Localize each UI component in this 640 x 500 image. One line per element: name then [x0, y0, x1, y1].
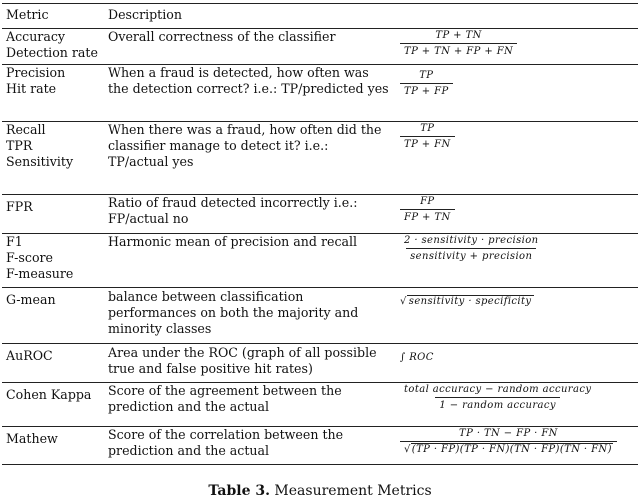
metric-cell: [2, 234, 104, 288]
description-cell: balance between classification performances on both the majority and minority classes: [108, 289, 359, 336]
formula-fraction: [400, 29, 517, 58]
formula-numerator: 2 · sensitivity · precision: [404, 235, 539, 246]
metric-cell: [2, 427, 104, 465]
header-formula: [396, 4, 638, 29]
metric-cell: [2, 383, 104, 427]
metric-cell: [2, 29, 104, 65]
table-header-row: [2, 4, 638, 29]
formula-numerator: TP · TN − FP · FN: [459, 428, 558, 439]
table-row: [2, 65, 638, 122]
caption-text: Measurement Metrics: [274, 483, 432, 499]
formula-cell: [396, 65, 638, 122]
formula-radicand: (TP · FP)(TP · FN)(TN · FP)(TN · FN): [411, 444, 612, 455]
metric-name: F1: [6, 234, 23, 249]
metric-name: TPR: [6, 138, 33, 153]
metric-name: F-score: [6, 250, 53, 265]
formula-cell: [396, 122, 638, 195]
metric-name: AuROC: [6, 348, 53, 363]
metric-cell: [2, 288, 104, 344]
table-row: [2, 427, 638, 465]
formula-denominator: TP + TN + FP + FN: [400, 43, 517, 58]
metric-cell: [2, 122, 104, 195]
formula-cell: [396, 383, 638, 427]
formula-denominator: √(TP · FP)(TP · FN)(TN · FP)(TN · FN): [400, 441, 617, 456]
metric-cell: [2, 344, 104, 383]
metric-name: F-measure: [6, 266, 74, 281]
formula-cell: [396, 29, 638, 65]
table-row: [2, 344, 638, 383]
formula-cell: [396, 234, 638, 288]
formula-numerator: TP: [420, 123, 435, 134]
caption-label: Table 3.: [208, 483, 270, 499]
description-cell: Overall correctness of the classifier: [108, 29, 336, 44]
metric-name: Cohen Kappa: [6, 387, 92, 402]
metric-name: Recall: [6, 122, 46, 137]
formula-fraction: [400, 195, 455, 224]
description-cell: When there was a fraud, how often did the classifier manage to detect it? i.e.: TP/actual yes: [108, 122, 382, 169]
formula-radicand: sensitivity · specificity: [408, 296, 532, 307]
formula-cell: [396, 344, 638, 383]
metric-cell: [2, 65, 104, 122]
formula-integral: ∫ ROC: [400, 352, 434, 363]
formula-denominator: TP + FN: [400, 136, 455, 151]
formula-cell: [396, 195, 638, 234]
formula-denominator: sensitivity + precision: [406, 248, 536, 263]
metrics-table: [2, 3, 638, 465]
formula-cell: [396, 427, 638, 465]
formula-denominator: 1 − random accuracy: [435, 397, 560, 412]
formula-numerator: TP: [419, 70, 434, 81]
metric-name: Precision: [6, 65, 66, 80]
metric-name: Detection rate: [6, 45, 98, 60]
header-description: Description: [104, 4, 396, 29]
metric-name: Mathew: [6, 431, 58, 446]
formula-denominator: TP + FP: [400, 83, 453, 98]
formula-fraction: [400, 427, 617, 456]
formula-fraction: [400, 383, 595, 412]
formula-sqrt: √ sensitivity · specificity: [400, 296, 532, 307]
table-row: [2, 29, 638, 65]
metric-name: FPR: [6, 199, 33, 214]
formula-fraction: [400, 69, 453, 98]
formula-numerator: TP + TN: [435, 30, 482, 41]
metric-name: Hit rate: [6, 81, 57, 96]
table-row: [2, 383, 638, 427]
metric-cell: [2, 195, 104, 234]
metric-name: Accuracy: [6, 29, 66, 44]
description-cell: Score of the correlation between the prediction and the actual: [108, 427, 344, 458]
table-row: [2, 234, 638, 288]
description-cell: Ratio of fraud detected incorrectly i.e.: FP/actual no: [108, 195, 358, 226]
header-metric: Metric: [2, 4, 104, 29]
formula-fraction: [400, 122, 455, 151]
table-caption: [0, 482, 640, 500]
description-cell: When a fraud is detected, how often was the detection correct? i.e.: TP/predicted yes: [108, 65, 389, 96]
table-row: [2, 288, 638, 344]
formula-denominator: FP + TN: [400, 209, 455, 224]
table-row: [2, 122, 638, 195]
metric-name: Sensitivity: [6, 154, 74, 169]
formula-cell: [396, 288, 638, 344]
formula-fraction: [400, 234, 542, 263]
description-cell: Score of the agreement between the prediction and the actual: [108, 383, 342, 414]
formula-numerator: total accuracy − random accuracy: [404, 384, 592, 395]
metric-name: G-mean: [6, 292, 56, 307]
formula-numerator: FP: [420, 196, 435, 207]
table-row: [2, 195, 638, 234]
description-cell: Harmonic mean of precision and recall: [108, 234, 358, 249]
description-cell: Area under the ROC (graph of all possible true and false positive hit rates): [108, 345, 377, 376]
